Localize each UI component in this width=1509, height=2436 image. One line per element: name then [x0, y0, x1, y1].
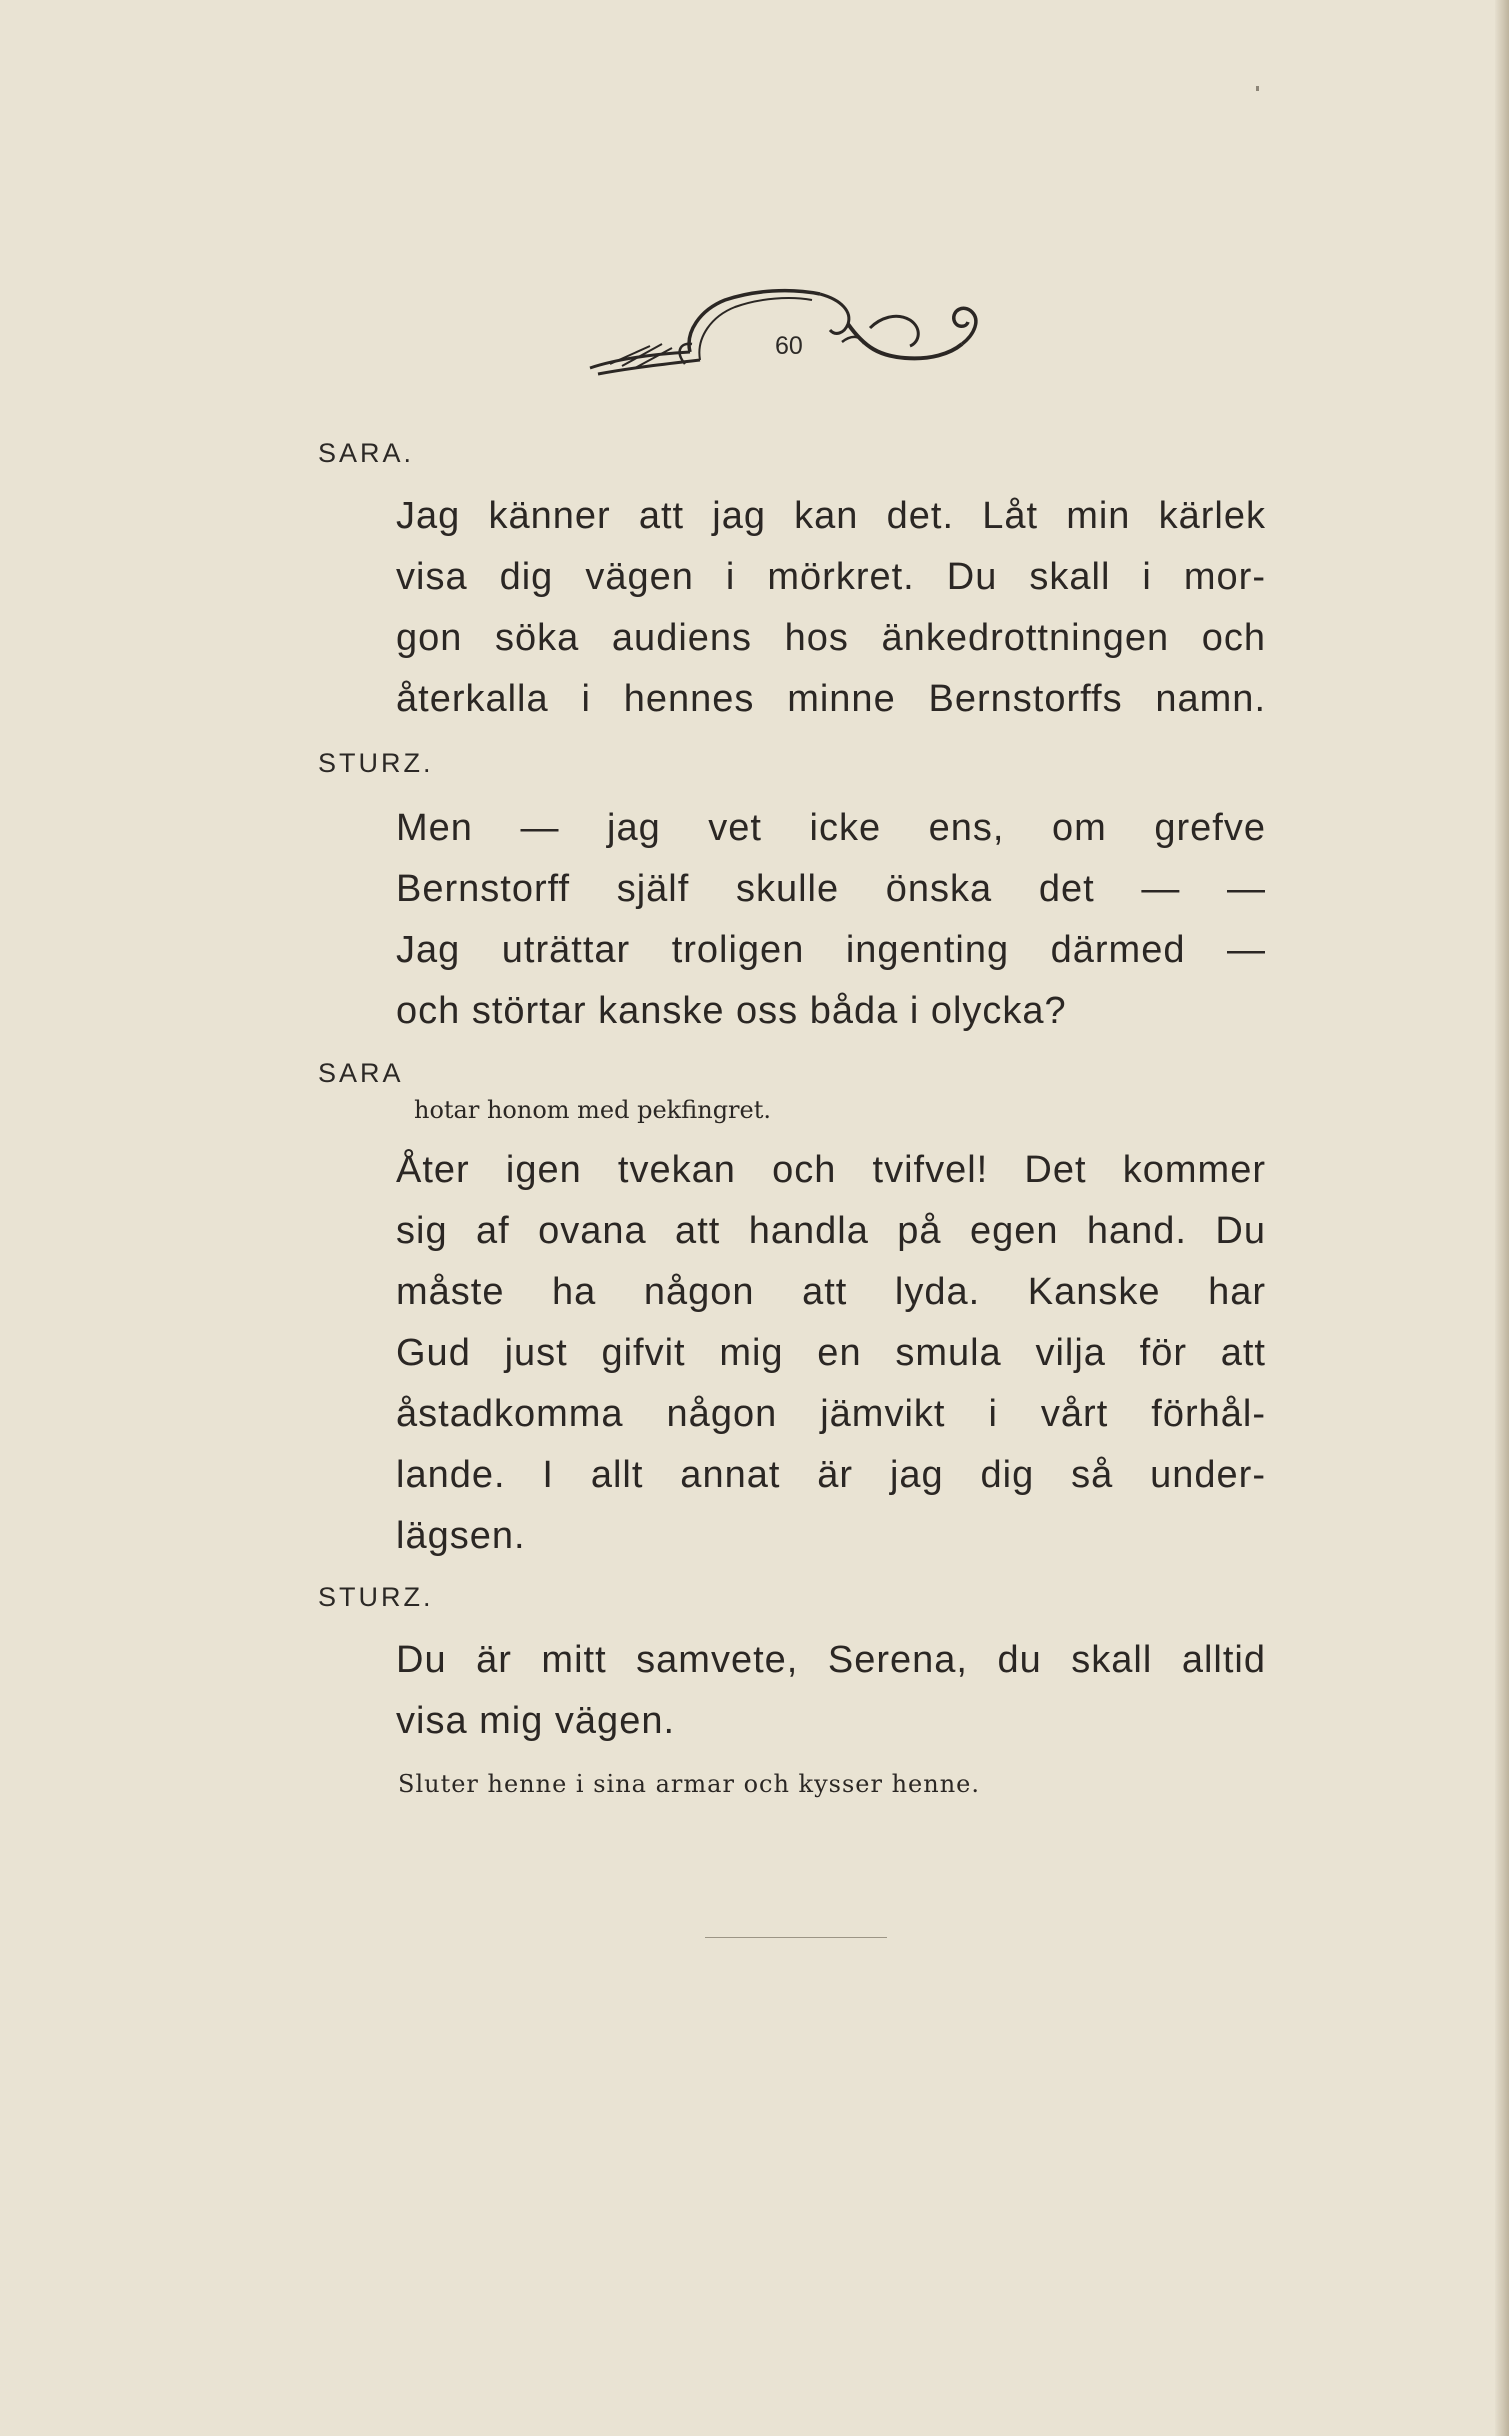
text-line: Bernstorff själf skulle önska det — —: [396, 868, 1266, 910]
page-edge: [1495, 0, 1509, 2436]
text-line: gon söka audiens hos änkedrottningen och: [396, 617, 1266, 659]
text-line: Åter igen tvekan och tvifvel! Det kommer: [396, 1149, 1266, 1191]
text-line: Jag uträttar troligen ingenting därmed —: [396, 929, 1266, 971]
speaker-label: STURZ.: [318, 1582, 434, 1612]
page-number: 60: [775, 332, 803, 360]
end-rule: [705, 1937, 887, 1938]
text-line: återkalla i hennes minne Bernstorffs namn.: [396, 678, 1266, 720]
text-line: Jag känner att jag kan det. Låt min kärlek: [396, 495, 1266, 537]
dialogue-block: [396, 1630, 1266, 1752]
text-line: måste ha någon att lyda. Kanske har: [396, 1271, 1266, 1313]
stage-direction: Sluter henne i sina armar och kysser henne.: [398, 1770, 980, 1798]
text-line: sig af ovana att handla på egen hand. Du: [396, 1210, 1266, 1252]
text-line: och störtar kanske oss båda i olycka?: [396, 990, 1067, 1032]
speck: [1256, 86, 1259, 91]
text-line: visa mig vägen.: [396, 1700, 676, 1742]
text-line: åstadkomma någon jämvikt i vårt förhål-: [396, 1393, 1266, 1435]
text-line: lägsen.: [396, 1515, 526, 1557]
dialogue-block: [396, 798, 1266, 1042]
page-header: [580, 282, 1000, 392]
text-line: Du är mitt samvete, Serena, du skall alltid: [396, 1639, 1266, 1681]
speaker-label: STURZ.: [318, 748, 434, 778]
text-line: lande. I allt annat är jag dig så under-: [396, 1454, 1266, 1496]
dialogue-block: [396, 1140, 1266, 1567]
text-line: Gud just gifvit mig en smula vilja för att: [396, 1332, 1266, 1374]
text-line: visa dig vägen i mörkret. Du skall i mor-: [396, 556, 1266, 598]
text-line: Men — jag vet icke ens, om grefve: [396, 807, 1266, 849]
speaker-label: SARA: [318, 1058, 404, 1088]
dialogue-block: [396, 486, 1266, 730]
stage-direction: hotar honom med pekfingret.: [414, 1096, 771, 1124]
speaker-label: SARA.: [318, 438, 415, 468]
